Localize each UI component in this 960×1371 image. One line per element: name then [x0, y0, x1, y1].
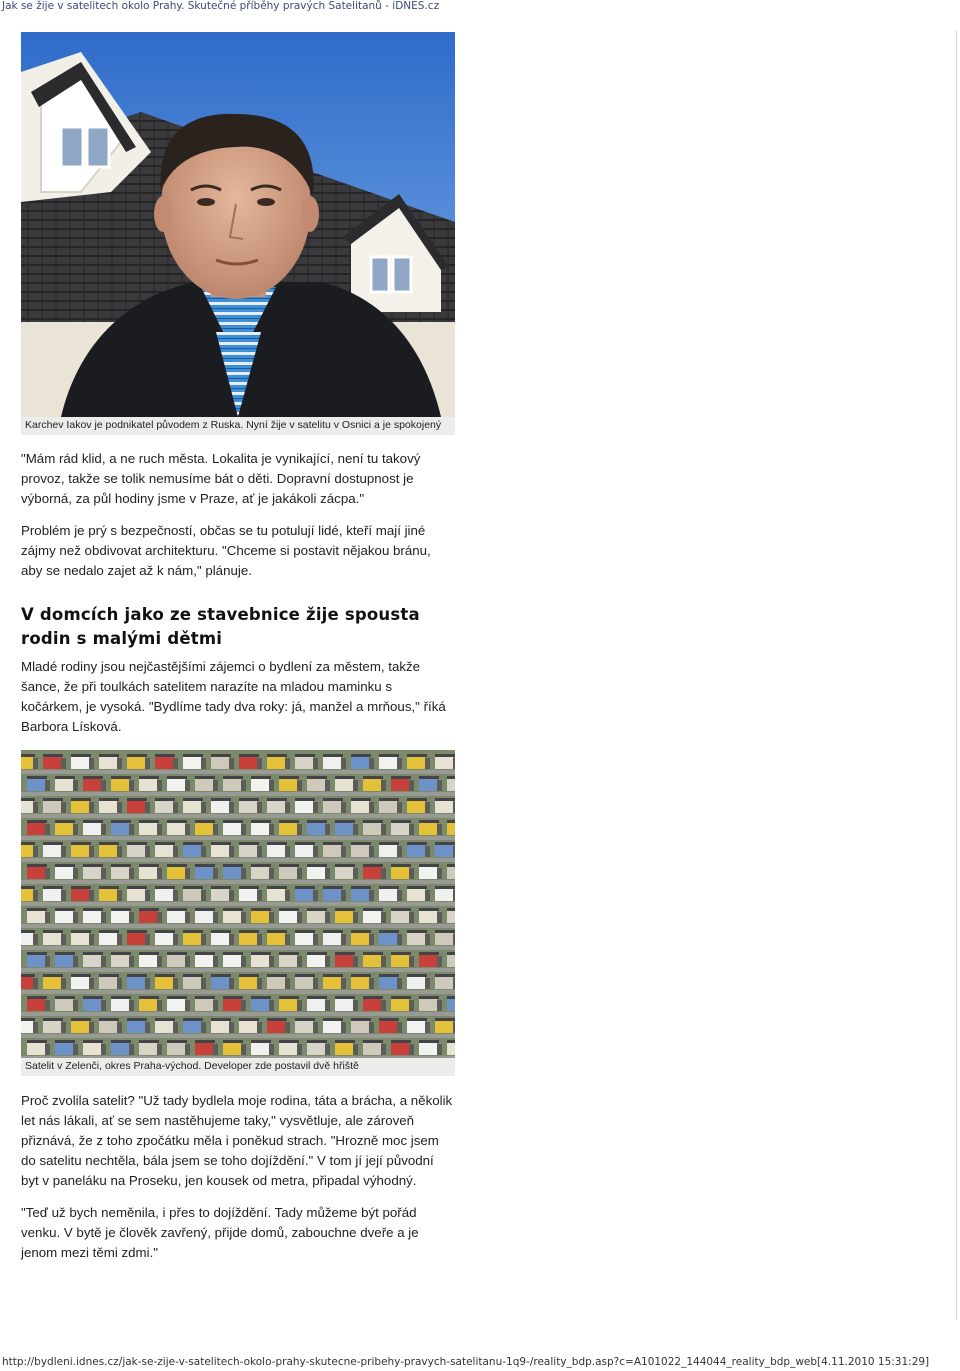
- aerial-house: [167, 952, 190, 967]
- aerial-house: [83, 864, 106, 879]
- aerial-house: [223, 952, 246, 967]
- aerial-house: [407, 930, 430, 945]
- aerial-house: [407, 886, 430, 901]
- aerial-house: [239, 886, 262, 901]
- aerial-house: [391, 864, 414, 879]
- aerial-house: [111, 952, 134, 967]
- aerial-house: [211, 842, 234, 857]
- aerial-house: [435, 974, 455, 989]
- aerial-house: [211, 974, 234, 989]
- aerial-house: [435, 1018, 455, 1033]
- aerial-house: [83, 820, 106, 835]
- aerial-house: [167, 908, 190, 923]
- aerial-house: [139, 996, 162, 1011]
- aerial-house: [83, 996, 106, 1011]
- aerial-house: [447, 864, 455, 879]
- aerial-house: [447, 996, 455, 1011]
- aerial-house: [407, 798, 430, 813]
- aerial-house: [167, 1040, 190, 1055]
- aerial-house: [419, 864, 442, 879]
- aerial-house: [111, 776, 134, 791]
- aerial-house: [139, 820, 162, 835]
- aerial-house: [307, 820, 330, 835]
- aerial-house: [55, 820, 78, 835]
- aerial-house: [167, 820, 190, 835]
- aerial-house: [251, 1040, 274, 1055]
- aerial-house: [419, 776, 442, 791]
- aerial-house: [211, 798, 234, 813]
- aerial-house: [139, 908, 162, 923]
- aerial-house: [351, 930, 374, 945]
- aerial-house: [419, 820, 442, 835]
- aerial-house: [419, 952, 442, 967]
- aerial-house: [111, 1040, 134, 1055]
- aerial-house: [99, 930, 122, 945]
- aerial-house: [447, 776, 455, 791]
- aerial-house: [363, 996, 386, 1011]
- aerial-house: [407, 842, 430, 857]
- aerial-house: [295, 798, 318, 813]
- aerial-house: [183, 930, 206, 945]
- aerial-house: [279, 820, 302, 835]
- aerial-house: [99, 886, 122, 901]
- aerial-house: [155, 842, 178, 857]
- aerial-house: [239, 754, 262, 769]
- aerial-house: [71, 974, 94, 989]
- aerial-house: [251, 952, 274, 967]
- aerial-house: [363, 952, 386, 967]
- aerial-house: [223, 820, 246, 835]
- aerial-house: [239, 798, 262, 813]
- aerial-house: [379, 974, 402, 989]
- aerial-house: [111, 820, 134, 835]
- aerial-house: [71, 1018, 94, 1033]
- aerial-house: [379, 842, 402, 857]
- aerial-house: [267, 930, 290, 945]
- aerial-house: [363, 776, 386, 791]
- aerial-house: [379, 886, 402, 901]
- aerial-house: [435, 930, 455, 945]
- aerial-house: [211, 886, 234, 901]
- aerial-house: [211, 1018, 234, 1033]
- aerial-house: [323, 1018, 346, 1033]
- aerial-house: [183, 1018, 206, 1033]
- aerial-house: [407, 974, 430, 989]
- article-paragraph: Mladé rodiny jsou nejčastějšími zájemci o bydlení za městem, takže šance, že při toulkách satelitem narazíte na mladou maminku s kočárkem, je vysoká. "Bydlíme tady dva roky: já, manžel a mrňous," říká Barbora Lísková.: [21, 659, 446, 734]
- aerial-house: [351, 974, 374, 989]
- aerial-settlement-photo: [21, 750, 455, 1058]
- aerial-house: [195, 908, 218, 923]
- aerial-house: [99, 974, 122, 989]
- aerial-house: [127, 1018, 150, 1033]
- aerial-house: [279, 996, 302, 1011]
- aerial-house: [267, 842, 290, 857]
- aerial-house: [195, 1040, 218, 1055]
- aerial-photo-caption: Satelit v Zelenči, okres Praha-východ. Developer zde postavil dvě hřiště: [21, 1058, 455, 1076]
- aerial-house: [43, 930, 66, 945]
- article-paragraph: Proč zvolila satelit? "Už tady bydlela moje rodina, táta a brácha, a několik let nás lákali, ať se sem nastěhujeme taky," vysvětluje, ale zároveň přiznává, že z toho zpočátku měla i poněkud strach. "Hrozně moc jsem do satelitu nechtěla, bála jsem se toho dojíždění." V tom jí její původní byt v paneláku na Proseku, jen kousek od metra, připadal výhodný.: [21, 1093, 453, 1188]
- aerial-house: [71, 842, 94, 857]
- aerial-house: [267, 974, 290, 989]
- aerial-house: [55, 776, 78, 791]
- aerial-house: [391, 1040, 414, 1055]
- aerial-house: [195, 820, 218, 835]
- aerial-house: [43, 842, 66, 857]
- aerial-house: [111, 908, 134, 923]
- aerial-house: [27, 776, 50, 791]
- aerial-house: [43, 1018, 66, 1033]
- aerial-house: [127, 974, 150, 989]
- aerial-house: [447, 952, 455, 967]
- aerial-house: [419, 996, 442, 1011]
- aerial-house: [139, 864, 162, 879]
- aerial-house: [407, 754, 430, 769]
- aerial-house: [167, 996, 190, 1011]
- aerial-house: [71, 754, 94, 769]
- aerial-house: [99, 798, 122, 813]
- aerial-house: [27, 908, 50, 923]
- aerial-house: [251, 996, 274, 1011]
- aerial-house: [351, 1018, 374, 1033]
- aerial-house: [335, 908, 358, 923]
- aerial-house: [279, 776, 302, 791]
- aerial-house: [447, 1040, 455, 1055]
- aerial-house: [211, 754, 234, 769]
- aerial-house: [323, 798, 346, 813]
- aerial-house: [295, 754, 318, 769]
- aerial-house: [435, 842, 455, 857]
- aerial-house: [43, 974, 66, 989]
- aerial-house: [43, 886, 66, 901]
- aerial-house: [139, 952, 162, 967]
- browser-page-title: Jak se žije v satelitech okolo Prahy. Skutečné příběhy pravých Satelitanů - iDNES.cz: [2, 0, 440, 12]
- aerial-house: [55, 864, 78, 879]
- aerial-house: [379, 798, 402, 813]
- aerial-house: [307, 776, 330, 791]
- aerial-house: [307, 908, 330, 923]
- aerial-house: [223, 1040, 246, 1055]
- aerial-house: [127, 754, 150, 769]
- aerial-house: [127, 886, 150, 901]
- aerial-house: [335, 864, 358, 879]
- aerial-house: [267, 754, 290, 769]
- aerial-house: [251, 820, 274, 835]
- aerial-house: [335, 952, 358, 967]
- aerial-house: [71, 886, 94, 901]
- aerial-house: [363, 820, 386, 835]
- aerial-house: [111, 864, 134, 879]
- aerial-house: [155, 930, 178, 945]
- aerial-house: [155, 1018, 178, 1033]
- aerial-house: [407, 1018, 430, 1033]
- aerial-house: [99, 754, 122, 769]
- aerial-house: [239, 930, 262, 945]
- aerial-house: [335, 820, 358, 835]
- aerial-house: [127, 842, 150, 857]
- aerial-house: [195, 996, 218, 1011]
- aerial-house: [335, 996, 358, 1011]
- aerial-house: [83, 908, 106, 923]
- aerial-house: [43, 798, 66, 813]
- page-source-url: http://bydleni.idnes.cz/jak-se-zije-v-satelitech-okolo-prahy-skutecne-pribehy-pravych-satelitanu-1q9-/reality_bdp.asp?c=A101022_144044_reality_bdp_web[4.11.2010 15:31:29]: [2, 1356, 930, 1368]
- aerial-house: [155, 798, 178, 813]
- aerial-house: [379, 754, 402, 769]
- aerial-house: [223, 996, 246, 1011]
- aerial-house: [167, 864, 190, 879]
- aerial-house: [335, 776, 358, 791]
- aerial-house: [127, 798, 150, 813]
- aerial-house: [419, 1040, 442, 1055]
- aerial-house: [139, 776, 162, 791]
- aerial-house: [323, 842, 346, 857]
- aerial-house: [379, 1018, 402, 1033]
- aerial-house: [27, 1040, 50, 1055]
- aerial-house: [435, 798, 455, 813]
- aerial-house: [27, 864, 50, 879]
- aerial-house: [155, 886, 178, 901]
- aerial-house: [251, 864, 274, 879]
- aerial-house: [239, 842, 262, 857]
- aerial-house: [27, 820, 50, 835]
- aerial-house: [239, 1018, 262, 1033]
- aerial-house: [435, 754, 455, 769]
- aerial-house: [307, 952, 330, 967]
- aerial-house: [211, 930, 234, 945]
- aerial-house: [223, 908, 246, 923]
- aerial-house: [391, 820, 414, 835]
- aerial-house: [99, 1018, 122, 1033]
- aerial-house: [99, 842, 122, 857]
- aerial-house: [27, 952, 50, 967]
- aerial-house: [195, 952, 218, 967]
- aerial-house: [223, 776, 246, 791]
- aerial-house: [183, 886, 206, 901]
- aerial-house: [55, 952, 78, 967]
- aerial-house: [27, 996, 50, 1011]
- aerial-house: [447, 908, 455, 923]
- aerial-house: [183, 974, 206, 989]
- aerial-house: [323, 886, 346, 901]
- aerial-house: [43, 754, 66, 769]
- aerial-house: [363, 908, 386, 923]
- aerial-house: [267, 886, 290, 901]
- aerial-house: [391, 908, 414, 923]
- aerial-house: [307, 1040, 330, 1055]
- aerial-house: [307, 864, 330, 879]
- aerial-house: [251, 908, 274, 923]
- aerial-house: [183, 754, 206, 769]
- aerial-house: [155, 974, 178, 989]
- aerial-house: [323, 930, 346, 945]
- aerial-house: [155, 754, 178, 769]
- aerial-house: [267, 1018, 290, 1033]
- aerial-house: [267, 798, 290, 813]
- article-body: [21, 32, 455, 1263]
- aerial-house: [239, 974, 262, 989]
- aerial-house: [419, 908, 442, 923]
- aerial-house: [55, 908, 78, 923]
- aerial-house: [351, 886, 374, 901]
- aerial-house: [379, 930, 402, 945]
- aerial-house: [195, 776, 218, 791]
- aerial-house: [351, 842, 374, 857]
- page-edge-divider: [956, 30, 957, 1320]
- aerial-house: [83, 1040, 106, 1055]
- aerial-house: [391, 952, 414, 967]
- aerial-house: [335, 1040, 358, 1055]
- aerial-house: [279, 864, 302, 879]
- aerial-house: [435, 886, 455, 901]
- portrait-photo-caption: Karchev Iakov je podnikatel původem z Ruska. Nyní žije v satelitu v Osnici a je spokojený: [21, 417, 455, 435]
- article-paragraph: Problém je prý s bezpečností, občas se tu potulují lidé, kteří mají jiné zájmy než obdivovat architekturu. "Chceme si postavit nějakou bránu, aby se nedalo zajet až k nám," plánuje.: [21, 523, 431, 578]
- aerial-house: [223, 864, 246, 879]
- aerial-house: [447, 820, 455, 835]
- aerial-house: [71, 798, 94, 813]
- aerial-house: [279, 908, 302, 923]
- aerial-house: [183, 798, 206, 813]
- aerial-house: [363, 864, 386, 879]
- aerial-house: [295, 930, 318, 945]
- aerial-house: [167, 776, 190, 791]
- aerial-house: [139, 1040, 162, 1055]
- aerial-house: [195, 864, 218, 879]
- aerial-house: [55, 1040, 78, 1055]
- aerial-house: [295, 842, 318, 857]
- aerial-house: [307, 996, 330, 1011]
- aerial-house: [295, 974, 318, 989]
- aerial-house: [323, 974, 346, 989]
- portrait-photo-image: [21, 32, 455, 417]
- aerial-house: [83, 776, 106, 791]
- aerial-house: [323, 754, 346, 769]
- aerial-settlement-image: [21, 750, 455, 1058]
- article-paragraph: "Mám rád klid, a ne ruch města. Lokalita je vynikající, není tu takový provoz, takže se tolik nemusíme bát o děti. Dopravní dostupnost je výborná, za půl hodiny jsme v Praze, ať je jakákoli zácpa.": [21, 451, 421, 506]
- aerial-house: [183, 842, 206, 857]
- section-heading: V domcích jako ze stavebnice žije spousta rodin s malými dětmi: [21, 605, 420, 648]
- portrait-photo: [21, 32, 455, 417]
- aerial-house: [363, 1040, 386, 1055]
- article-paragraph: "Teď už bych neměnila, i přes to dojíždění. Tady můžeme být pořád venku. V bytě je člověk zavřený, přijde domů, zabouchne dveře a je jenom mezi těmi zdmi.": [21, 1205, 419, 1260]
- aerial-house: [71, 930, 94, 945]
- aerial-house: [295, 1018, 318, 1033]
- aerial-house: [391, 996, 414, 1011]
- aerial-house: [351, 798, 374, 813]
- aerial-house: [83, 952, 106, 967]
- aerial-house: [295, 886, 318, 901]
- aerial-house: [279, 1040, 302, 1055]
- aerial-house: [391, 776, 414, 791]
- aerial-house: [55, 996, 78, 1011]
- aerial-house: [251, 776, 274, 791]
- aerial-house: [351, 754, 374, 769]
- aerial-house: [279, 952, 302, 967]
- aerial-house: [127, 930, 150, 945]
- aerial-house: [111, 996, 134, 1011]
